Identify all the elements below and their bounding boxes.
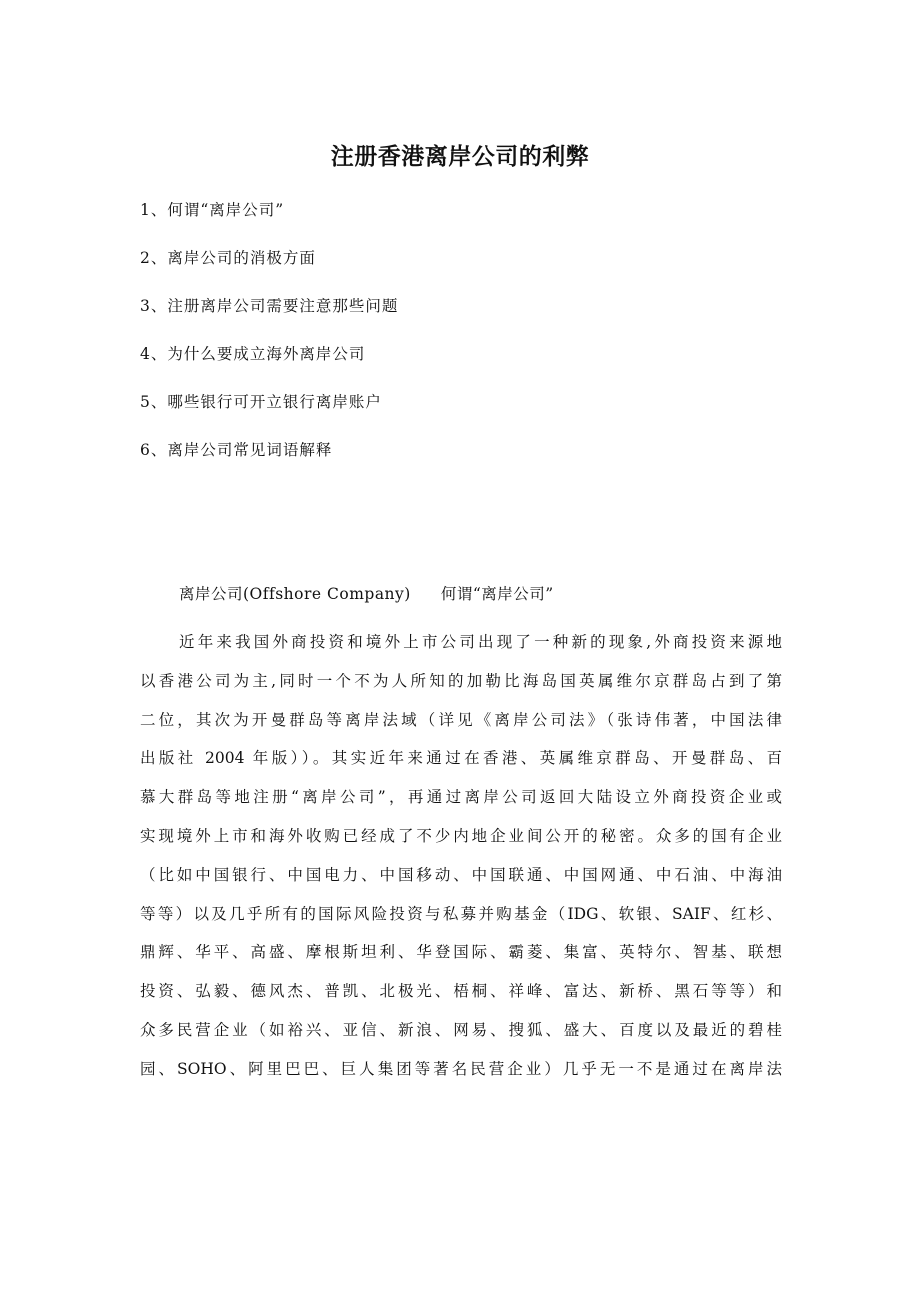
body-paragraph	[140, 627, 782, 1093]
toc-item: 3、注册离岸公司需要注意那些问题	[140, 297, 399, 315]
paragraph-line: 慕大群岛等地注册“离岸公司”，再通过离岸公司返回大陆设立外商投资企业或	[140, 788, 782, 807]
table-of-contents	[140, 196, 398, 484]
section-heading	[179, 580, 554, 608]
section-heading-text: 何谓“离岸公司”	[440, 585, 554, 603]
paragraph-line: 众多民营企业（如裕兴、亚信、新浪、网易、搜狐、盛大、百度以及最近的碧桂	[140, 1020, 782, 1039]
toc-item: 4、为什么要成立海外离岸公司	[140, 345, 366, 363]
toc-item: 5、哪些银行可开立银行离岸账户	[140, 393, 382, 411]
toc-item: 6、离岸公司常见词语解释	[140, 441, 333, 459]
paragraph-line: 园、SOHO、阿里巴巴、巨人集团等著名民营企业）几乎无一不是通过在离岸法	[140, 1059, 782, 1078]
toc-item: 1、何谓“离岸公司”	[140, 201, 285, 219]
toc-item: 2、离岸公司的消极方面	[140, 249, 316, 267]
paragraph-line: 近年来我国外商投资和境外上市公司出现了一种新的现象,外商投资来源地	[179, 633, 782, 651]
section-term: 离岸公司(Offshore Company)	[179, 585, 411, 603]
paragraph-line: 实现境外上市和海外收购已经成了不少内地企业间公开的秘密。众多的国有企业	[140, 826, 782, 845]
document-title: 注册香港离岸公司的利弊	[330, 144, 590, 170]
paragraph-line: （比如中国银行、中国电力、中国移动、中国联通、中国网通、中石油、中海油	[140, 865, 782, 884]
paragraph-line: 等等）以及几乎所有的国际风险投资与私募并购基金（IDG、软银、SAIF、红杉、	[140, 904, 782, 923]
paragraph-line: 鼎辉、华平、高盛、摩根斯坦利、华登国际、霸菱、集富、英特尔、智基、联想	[140, 943, 782, 962]
paragraph-line: 出版社 2004 年版））。其实近年来通过在香港、英属维京群岛、开曼群岛、百	[140, 749, 782, 768]
paragraph-line: 二位，其次为开曼群岛等离岸法域（详见《离岸公司法》（张诗伟著，中国法律	[140, 710, 782, 729]
paragraph-line: 投资、弘毅、德风杰、普凯、北极光、梧桐、祥峰、富达、新桥、黑石等等）和	[140, 982, 782, 1001]
paragraph-line: 以香港公司为主,同时一个不为人所知的加勒比海岛国英属维尔京群岛占到了第	[140, 671, 782, 690]
